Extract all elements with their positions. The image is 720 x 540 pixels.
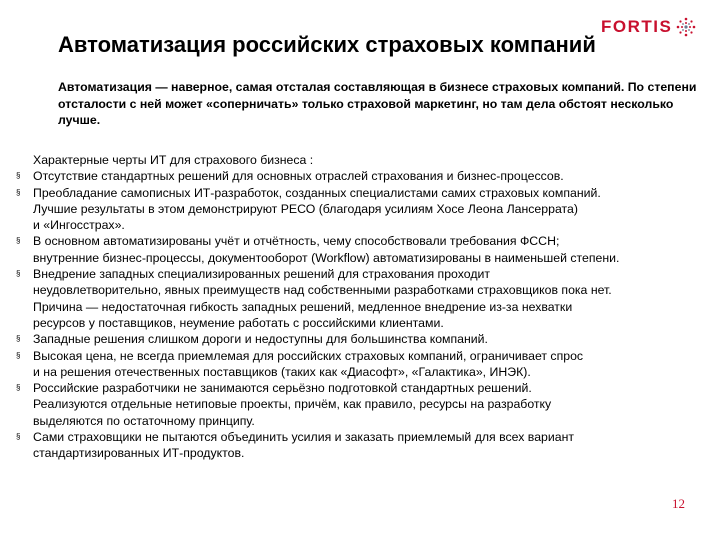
bullet-icon: §	[16, 334, 21, 344]
list-item-text: Преобладание самописных ИТ-разработок, созданных специалистами самих страховых компаний. Лучшие результаты в этом демонстрируют РЕСО (благодаря усилиям Хосе Леона Лансеррата) и «Ингосстрах».	[33, 185, 601, 233]
bullet-icon: §	[16, 432, 21, 442]
page-number: 12	[672, 496, 685, 511]
list-item-text: В основном автоматизированы учёт и отчётность, чему способствовали требования ФССН; внутренние бизнес-процессы, документооборот (Workflow) автоматизированы в наименьшей степени.	[33, 234, 620, 265]
list-item	[16, 266, 706, 331]
list-item	[16, 380, 706, 429]
list-item	[16, 429, 706, 462]
bullet-icon: §	[16, 236, 21, 246]
bullet-icon: §	[16, 383, 21, 393]
bullet-icon: §	[16, 350, 21, 360]
list-item-text: Российские разработчики не занимаются серьёзно подготовкой стандартных решений. Реализуются отдельные нетиповые проекты, причём, как правило, ресурсы на разработку выделяются по остаточному принципу.	[33, 381, 552, 428]
list-item	[16, 348, 706, 381]
list-item-text: Высокая цена, не всегда приемлемая для российских страховых компаний, ограничивает спрос и на решения отечественных поставщиков (таких как «Диасофт», «Галактика», ИНЭК).	[33, 348, 584, 379]
list-item-text: Сами страховщики не пытаются объединить усилия и заказать приемлемый для всех вариант стандартизированных ИТ-продуктов.	[33, 430, 575, 461]
page-title: Автоматизация российских страховых компаний	[58, 32, 596, 57]
bullet-icon: §	[16, 171, 21, 181]
list-item	[16, 233, 706, 266]
bullet-list	[16, 168, 706, 461]
list-item-text: Внедрение западных специализированных решений для страхования проходит неудовлетворительно, явных преимуществ над собственными разработками страховщиков пока нет. Причина — недостаточная гибкость западных решений, медленное внедрение из-за нехватки ресурсов у поставщиков, неумение работать с российскими клиентами.	[33, 267, 612, 330]
list-lead: Характерные черты ИТ для страхового бизнеса :	[33, 153, 314, 167]
fortis-dots-icon	[676, 17, 696, 37]
list-item-text: Западные решения слишком дороги и недоступны для большинства компаний.	[33, 332, 488, 347]
bullet-icon: §	[16, 269, 21, 279]
list-item	[16, 331, 706, 347]
intro-paragraph: Автоматизация — наверное, самая отсталая составляющая в бизнесе страховых компаний. По степени отсталости с ней может «соперничать» только страховой маркетинг, но там дела обстоят несколько лучше.	[58, 80, 697, 127]
characteristics-section	[16, 152, 706, 462]
bullet-icon: §	[16, 187, 21, 197]
list-item	[16, 168, 706, 184]
list-item-text: Отсутствие стандартных решений для основных отраслей страхования и бизнес-процессов.	[33, 169, 564, 184]
logo-text: FORTIS	[601, 17, 673, 36]
list-item	[16, 185, 706, 234]
